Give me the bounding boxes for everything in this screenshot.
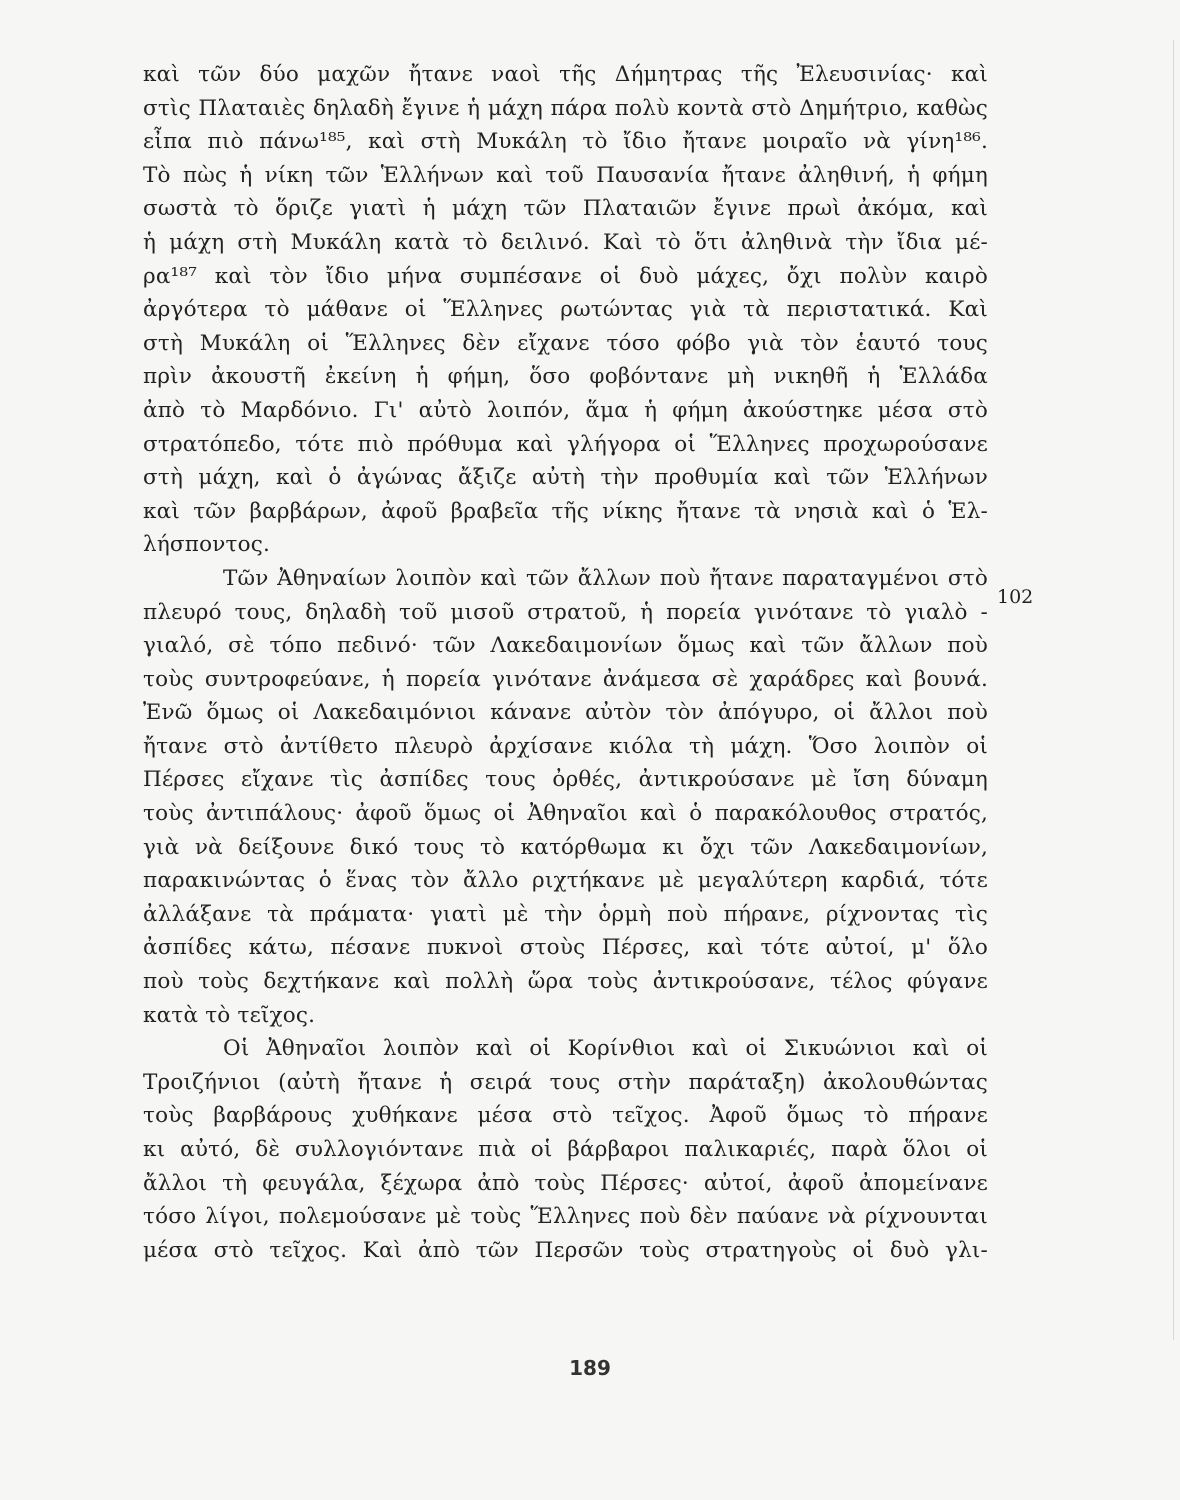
text-line: Ἐνῶ ὅμως οἱ Λακεδαιμόνιοι κάνανε αὐτὸν τὸν ἀπόγυρο, οἱ ἄλλοι ποὺ (143, 700, 988, 726)
text-line: Τῶν Ἀθηναίων λοιπὸν καὶ τῶν ἄλλων ποὺ ἤτανε παραταγμένοι στὸ (223, 565, 988, 591)
text-line: στὴ Μυκάλη οἱ Ἕλληνες δὲν εἴχανε τόσο φόβο γιὰ τὸν ἑαυτό τους (143, 330, 988, 356)
text-line: τοὺς συντροφεύανε, ἡ πορεία γινότανε ἀνάμεσα σὲ χαράδρες καὶ βουνά. (143, 666, 988, 692)
text-line: κι αὐτό, δὲ συλλογιόντανε πιὰ οἱ βάρβαροι παλικαριές, παρὰ ὅλοι οἱ (143, 1137, 988, 1162)
text-line: ἀργότερα τὸ μάθανε οἱ Ἕλληνες ρωτώντας γιὰ τὰ περιστατικά. Καὶ (143, 297, 988, 323)
text-line: ποὺ τοὺς δεχτήκανε καὶ πολλὴ ὥρα τοὺς ἀντικρούσανε, τέλος φύγανε (143, 969, 988, 995)
text-line: ρα¹⁸⁷ καὶ τὸν ἴδιο μήνα συμπέσανε οἱ δυὸ μάχες, ὄχι πολὺν καιρὸ (143, 263, 988, 289)
text-line: Πέρσες εἴχανε τὶς ἀσπίδες τους ὀρθές, ἀντικρούσανε μὲ ἴση δύναμη (143, 767, 988, 793)
text-line: Τροιζήνιοι (αὐτὴ ἤτανε ἡ σειρά τους στὴν παράταξη) ἀκολουθώντας (143, 1069, 988, 1095)
text-line: γιαλό, σὲ τόπο πεδινό· τῶν Λακεδαιμονίων ὅμως καὶ τῶν ἄλλων ποὺ (143, 633, 988, 659)
text-line: κατὰ τὸ τεῖχος. (143, 1002, 316, 1028)
text-line: τοὺς βαρβάρους χυθήκανε μέσα στὸ τεῖχος. Ἀφοῦ ὅμως τὸ πήρανε (143, 1103, 988, 1129)
text-line: στὴ μάχη, καὶ ὁ ἀγώνας ἄξιζε αὐτὴ τὴν προθυμία καὶ τῶν Ἑλλήνων (143, 465, 988, 491)
scan-edge-line (1173, 40, 1174, 1340)
text-line: πρὶν ἀκουστῆ ἐκείνη ἡ φήμη, ὅσο φοβόντανε μὴ νικηθῆ ἡ Ἑλλάδα (143, 364, 988, 390)
text-line: καὶ τῶν βαρβάρων, ἀφοῦ βραβεῖα τῆς νίκης ἤτανε τὰ νησιὰ καὶ ὁ Ἑλ- (143, 498, 988, 524)
text-line: τοὺς ἀντιπάλους· ἀφοῦ ὅμως οἱ Ἀθηναῖοι καὶ ὁ παρακόλουθος στρατός, (143, 801, 988, 827)
text-line: ἀσπίδες κάτω, πέσανε πυκνοὶ στοὺς Πέρσες, καὶ τότε αὐτοί, μ' ὅλο (143, 935, 988, 961)
text-line: γιὰ νὰ δείξουνε δικό τους τὸ κατόρθωμα κι ὄχι τῶν Λακεδαιμονίων, (143, 834, 988, 860)
text-line: παρακινώντας ὁ ἕνας τὸν ἄλλο ριχτήκανε μὲ μεγαλύτερη καρδιά, τότε (143, 868, 988, 894)
body-text (143, 58, 988, 1267)
text-line: στρατόπεδο, τότε πιὸ πρόθυμα καὶ γλήγορα οἱ Ἕλληνες προχωρούσανε (143, 431, 988, 457)
text-line: ἀπὸ τὸ Μαρδόνιο. Γι' αὐτὸ λοιπόν, ἅμα ἡ φήμη ἀκούστηκε μέσα στὸ (143, 397, 988, 423)
text-line: λήσποντος. (143, 532, 271, 558)
text-line: καὶ τῶν δύο μαχῶν ἤτανε ναοὶ τῆς Δήμητρας τῆς Ἐλευσινίας· καὶ (143, 62, 988, 87)
text-line: ἀλλάξανε τὰ πράματα· γιατὶ μὲ τὴν ὁρμὴ ποὺ πήρανε, ρίχνοντας τὶς (143, 901, 988, 927)
page-number: 189 (569, 1356, 611, 1380)
text-line: πλευρό τους, δηλαδὴ τοῦ μισοῦ στρατοῦ, ἡ πορεία γινότανε τὸ γιαλὸ - (143, 599, 988, 625)
text-line: τόσο λίγοι, πολεμούσανε μὲ τοὺς Ἕλληνες ποὺ δὲν παύανε νὰ ρίχνουνται (143, 1204, 988, 1230)
margin-chapter-number: 102 (997, 586, 1034, 608)
text-line: ἄλλοι τὴ φευγάλα, ξέχωρα ἀπὸ τοὺς Πέρσες· αὐτοί, ἀφοῦ ἀπομείνανε (143, 1170, 988, 1196)
text-line: Οἱ Ἀθηναῖοι λοιπὸν καὶ οἱ Κορίνθιοι καὶ οἱ Σικυώνιοι καὶ οἱ (223, 1036, 988, 1062)
text-line: στὶς Πλαταιὲς δηλαδὴ ἔγινε ἡ μάχη πάρα πολὺ κοντὰ στὸ Δημήτριο, καθὼς (143, 95, 988, 121)
text-line: ἤτανε στὸ ἀντίθετο πλευρὸ ἀρχίσανε κιόλα τὴ μάχη. Ὅσο λοιπὸν οἱ (143, 733, 988, 759)
text-line: ἡ μάχη στὴ Μυκάλη κατὰ τὸ δειλινό. Καὶ τὸ ὅτι ἀληθινὰ τὴν ἴδια μέ- (143, 229, 988, 255)
text-line: σωστὰ τὸ ὅριζε γιατὶ ἡ μάχη τῶν Πλαταιῶν ἔγινε πρωὶ ἀκόμα, καὶ (143, 196, 988, 222)
text-line: μέσα στὸ τεῖχος. Καὶ ἀπὸ τῶν Περσῶν τοὺς στρατηγοὺς οἱ δυὸ γλι- (143, 1237, 988, 1263)
text-line: εἶπα πιὸ πάνω¹⁸⁵, καὶ στὴ Μυκάλη τὸ ἴδιο ἤτανε μοιραῖο νὰ γίνη¹⁸⁶. (143, 129, 988, 155)
text-line: Τὸ πὼς ἡ νίκη τῶν Ἑλλήνων καὶ τοῦ Παυσανία ἤτανε ἀληθινή, ἡ φήμη (143, 162, 988, 188)
